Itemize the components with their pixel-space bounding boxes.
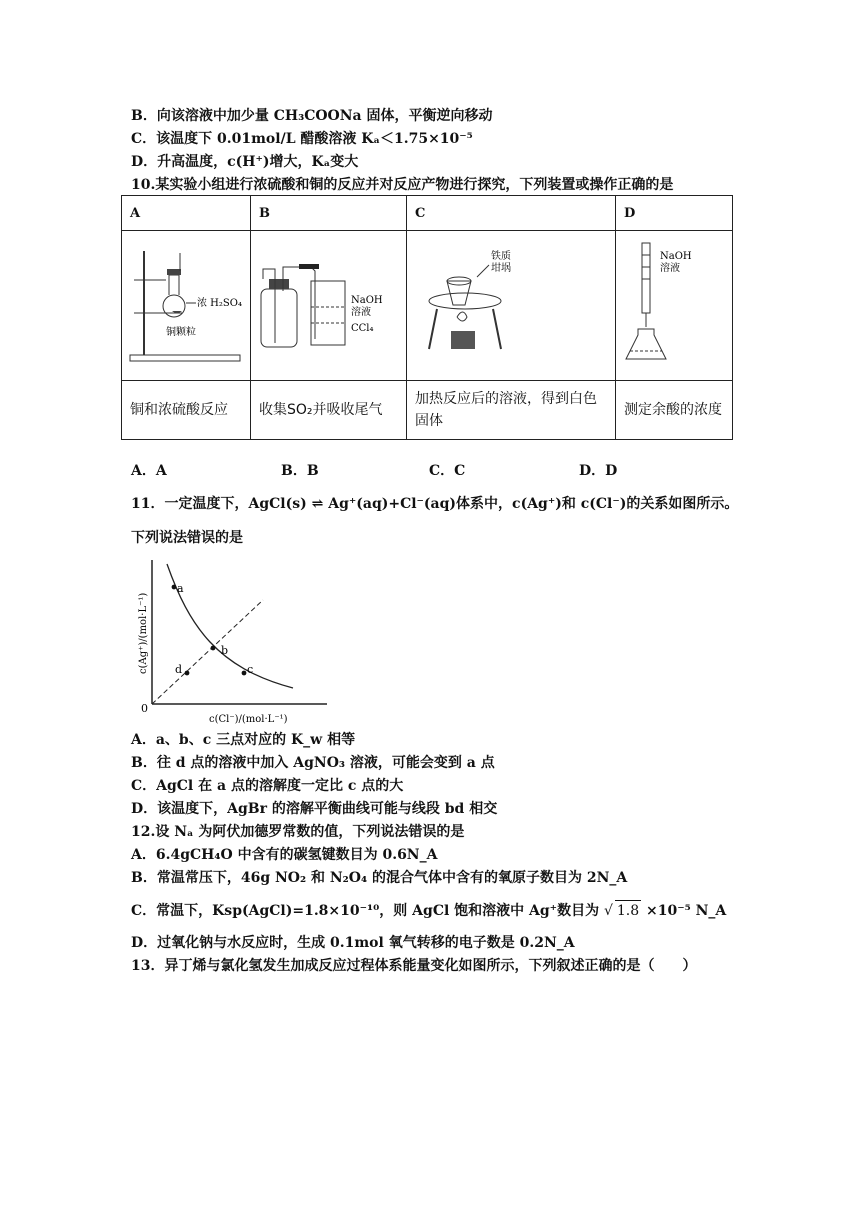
q10-choice-b: B．B: [281, 463, 319, 479]
label-point-a: a: [177, 582, 184, 595]
label-b-naoh: NaOH: [351, 295, 383, 306]
label-b-solution: 溶液: [351, 307, 371, 318]
q12-option-d: D．过氧化钠与水反应时，生成 0.1mol 氧气转移的电子数是 0.2N_A: [131, 935, 575, 951]
q12-option-c-tail: ×10⁻⁵ N_A: [646, 903, 727, 919]
label-point-d: d: [175, 663, 183, 676]
q11-solubility-graph: [131, 556, 331, 728]
crucible-heating-illustration: [407, 231, 615, 376]
apparatus-a-cell: [122, 231, 251, 381]
apparatus-b-cell: [251, 231, 407, 381]
table-header-a: A: [122, 196, 251, 231]
gas-bottle-illustration: [251, 231, 406, 376]
point-b: [211, 646, 216, 651]
label-iron: 铁质: [491, 251, 511, 262]
q12-option-c: [131, 900, 726, 921]
flask-apparatus-illustration: [122, 231, 250, 376]
table-caption-b: 收集SO₂并吸收尾气: [251, 381, 407, 440]
q13-stem: 13．异丁烯与氯化氢发生加成反应过程体系能量变化如图所示，下列叙述正确的是（ ）: [131, 958, 697, 974]
q12-option-c-root: 1.8: [615, 900, 641, 921]
point-a: [172, 585, 177, 590]
q9-option-c: C．该温度下 0.01mol/L 醋酸溶液 Kₐ＜1.75×10⁻⁵: [131, 131, 473, 147]
q11-option-d: D．该温度下，AgBr 的溶解平衡曲线可能与线段 bd 相交: [131, 801, 498, 817]
table-header-d: D: [616, 196, 733, 231]
point-d: [185, 671, 190, 676]
q11-option-b: B．往 d 点的溶液中加入 AgNO₃ 溶液，可能会变到 a 点: [131, 755, 495, 771]
label-d-solution: 溶液: [660, 263, 680, 274]
q10-options-table: [121, 195, 733, 440]
label-point-b: b: [221, 644, 229, 657]
table-header-b: B: [251, 196, 407, 231]
q12-option-b: B．常温常压下，46g NO₂ 和 N₂O₄ 的混合气体中含有的氧原子数目为 2N_A: [131, 870, 628, 886]
label-crucible: 坩埚: [491, 263, 511, 274]
x-axis-label: c(Cl⁻)/(mol·L⁻¹): [209, 714, 288, 725]
label-origin: 0: [141, 702, 148, 715]
q12-stem: 12.设 Nₐ 为阿伏加德罗常数的值，下列说法错误的是: [131, 824, 465, 840]
label-copper-granules: 铜颗粒: [166, 327, 196, 338]
q11-stem-line-1: 11．一定温度下，AgCl(s) ⇌ Ag⁺(aq)+Cl⁻(aq)体系中，c(Ag⁺)和 c(Cl⁻)的关系如图所示。: [131, 496, 739, 512]
q9-option-d: D．升高温度，c(H⁺)增大，Kₐ变大: [131, 154, 359, 170]
table-caption-d: 测定余酸的浓度: [616, 381, 733, 440]
q11-stem-line-2: 下列说法错误的是: [131, 530, 243, 546]
q10-stem: 10.某实验小组进行浓硫酸和铜的反应并对反应产物进行探究，下列装置或操作正确的是: [131, 177, 674, 193]
point-c: [242, 671, 247, 676]
q11-option-a: A．a、b、c 三点对应的 K_w 相等: [131, 732, 356, 748]
q10-choice-a: A．A: [131, 463, 167, 479]
apparatus-d-cell: [616, 231, 733, 381]
table-caption-a: 铜和浓硫酸反应: [122, 381, 251, 440]
sqrt-icon: √: [603, 903, 613, 919]
table-header-c: C: [407, 196, 616, 231]
label-conc-sulfuric-acid: 浓 H₂SO₄: [197, 298, 242, 309]
label-b-ccl4: CCl₄: [351, 323, 374, 334]
label-point-c: c: [247, 663, 254, 676]
y-axis-label: c(Ag⁺)/(mol·L⁻¹): [138, 592, 149, 674]
q12-option-c-text: C．常温下，Ksp(AgCl)=1.8×10⁻¹⁰，则 AgCl 饱和溶液中 Ag⁺数目为: [131, 903, 600, 919]
label-d-naoh: NaOH: [660, 251, 692, 262]
q12-option-a: A．6.4gCH₄O 中含有的碳氢键数目为 0.6N_A: [131, 847, 438, 863]
table-caption-c: 加热反应后的溶液，得到白色固体: [407, 381, 616, 440]
q10-choice-d: D．D: [579, 463, 618, 479]
q11-option-c: C．AgCl 在 a 点的溶解度一定比 c 点的大: [131, 778, 404, 794]
q10-choice-c: C．C: [429, 463, 466, 479]
q9-option-b: B．向该溶液中加少量 CH₃COONa 固体，平衡逆向移动: [131, 108, 493, 124]
apparatus-c-cell: [407, 231, 616, 381]
titration-illustration: [616, 231, 732, 376]
